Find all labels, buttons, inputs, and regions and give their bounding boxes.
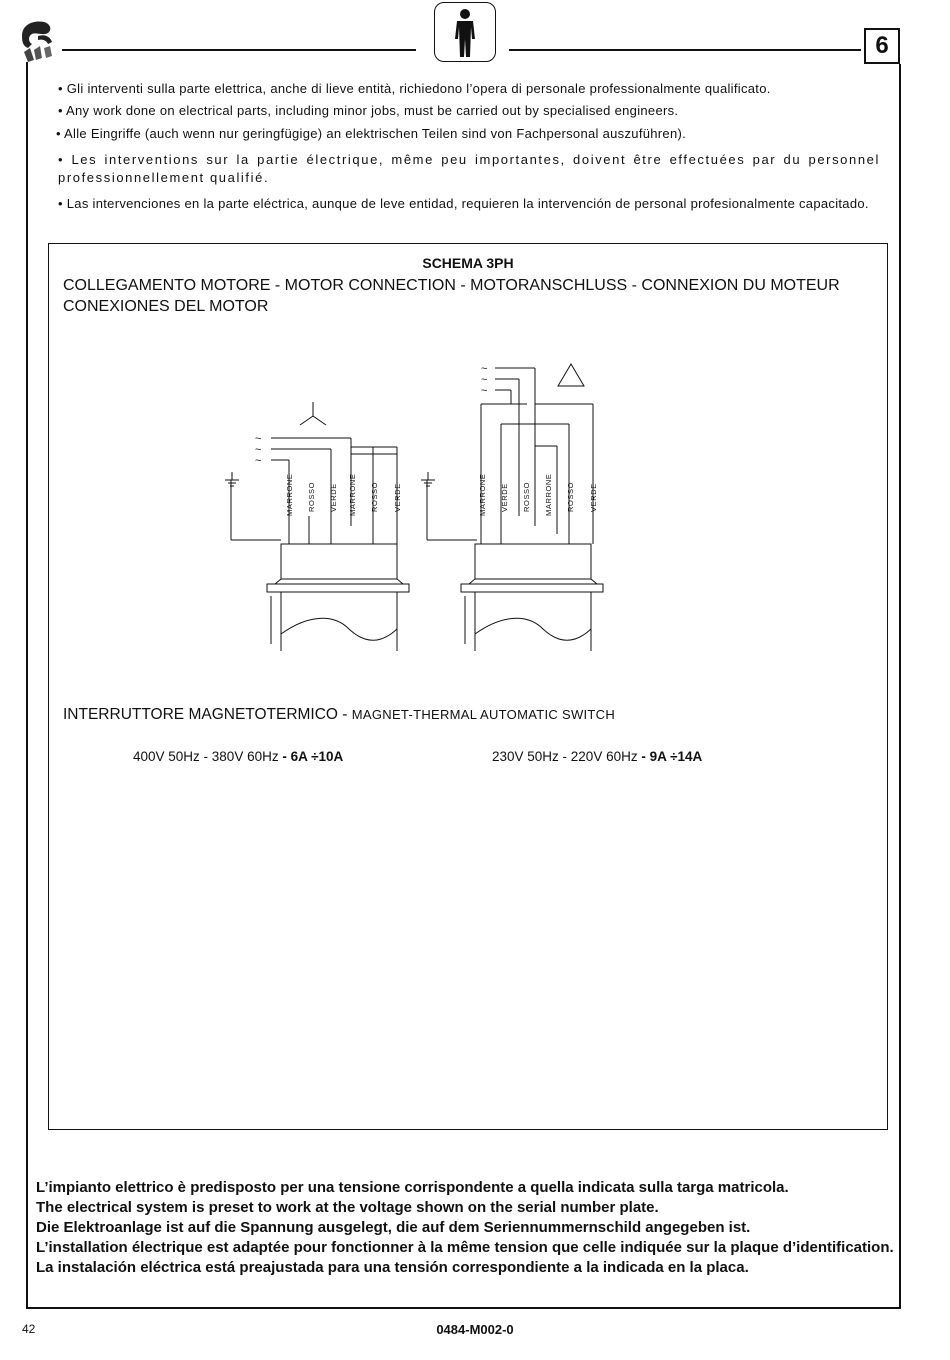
phase-symbol: ~	[481, 385, 488, 397]
phase-symbol: ~	[255, 433, 262, 445]
person-icon	[435, 3, 495, 61]
delta-connection-icon	[558, 364, 584, 386]
voltage-note-spanish: La instalación eléctrica está preajustada para una tensión correspondiente a la indicada en la placa.	[36, 1259, 749, 1276]
phase-symbol: ~	[481, 374, 488, 386]
star-connection-icon	[300, 402, 326, 425]
switch-title	[63, 706, 615, 724]
wire-label: VERDE	[329, 483, 338, 512]
ground-icon	[225, 472, 239, 486]
page-border-right	[899, 64, 901, 1309]
phase-symbol: ~	[255, 455, 262, 467]
person-icon-frame	[434, 2, 496, 62]
notice-german: • Alle Eingriffe (auch wenn nur geringfügige) an elektrischen Teilen sind von Fachpersonal auszuführen).	[56, 126, 687, 141]
page-border-bottom	[26, 1307, 901, 1309]
company-logo-icon	[18, 18, 58, 64]
voltage-note-german: Die Elektroanlage ist auf die Spannung ausgelegt, die auf dem Seriennummernschild angegeben ist.	[36, 1219, 751, 1236]
wire-label: MARRONE	[285, 473, 294, 516]
schema-subtitle: COLLEGAMENTO MOTORE - MOTOR CONNECTION - MOTORANSCHLUSS - CONNEXION DU MOTEUR CONEXIONES DEL MOTOR	[63, 277, 840, 315]
spec-230v-label: 230V 50Hz - 220V 60Hz	[492, 749, 642, 764]
voltage-note-english: The electrical system is preset to work at the voltage shown on the serial number plate.	[36, 1199, 659, 1216]
schema-frame	[48, 243, 888, 1130]
wire-label: ROSSO	[307, 481, 316, 512]
page-number: 42	[22, 1322, 36, 1336]
motor-connection-diagram	[49, 244, 887, 1129]
wire-label: ROSSO	[566, 481, 575, 512]
voltage-note-italian: L’impianto elettrico è predisposto per una tensione corrispondente a quella indicata sulla targa matricola.	[36, 1179, 789, 1196]
wire-label: ROSSO	[370, 481, 379, 512]
notice-spanish: • Las intervenciones en la parte eléctrica, aunque de leve entidad, requieren la intervención de personal profesionalmente capacitado.	[58, 196, 869, 211]
notice-english: • Any work done on electrical parts, including minor jobs, must be carried out by specialised engineers.	[58, 103, 679, 118]
ground-icon	[421, 472, 435, 486]
schema-title: SCHEMA 3PH	[422, 255, 514, 271]
delta-wiring	[481, 368, 593, 516]
wire-label: MARRONE	[478, 473, 487, 516]
wire-label: VERDE	[589, 483, 598, 512]
wire-label: MARRONE	[544, 473, 553, 516]
wire-label: MARRONE	[348, 473, 357, 516]
chapter-number-badge: 6	[864, 28, 900, 64]
voltage-note-french: L’installation électrique est adaptée pour fonctionner à la même tension que celle indiquée sur la plaque d’identification.	[36, 1239, 894, 1256]
header-rule-right	[509, 49, 861, 51]
notice-italian: • Gli interventi sulla parte elettrica, anche di lieve entità, richiedono l’opera di personale professionalmente qualificato.	[58, 81, 771, 96]
header-rule-left	[62, 49, 416, 51]
notice-french: • Les interventions sur la partie électrique, même peu importantes, doivent être effectuées par du personnel professionnellement qualifié.	[58, 152, 880, 185]
spec-230v-value: - 9A ÷14A	[641, 749, 703, 764]
phase-symbol: ~	[481, 363, 488, 375]
phase-symbol: ~	[255, 444, 262, 456]
spec-230v	[492, 749, 702, 764]
switch-title-main: INTERRUTTORE MAGNETOTERMICO -	[63, 706, 352, 723]
spec-400v-label: 400V 50Hz - 380V 60Hz	[133, 749, 283, 764]
document-code: 0484-M002-0	[436, 1322, 514, 1337]
wire-label: VERDE	[393, 483, 402, 512]
page-border-left	[26, 62, 28, 1308]
wire-label: VERDE	[500, 483, 509, 512]
spec-400v	[133, 749, 343, 764]
delta-motor	[461, 544, 603, 651]
switch-title-sub: MAGNET-THERMAL AUTOMATIC SWITCH	[351, 707, 616, 722]
voltage-notes	[36, 1178, 894, 1278]
star-motor	[267, 544, 409, 651]
wire-label: ROSSO	[522, 481, 531, 512]
spec-400v-value: - 6A ÷10A	[282, 749, 344, 764]
